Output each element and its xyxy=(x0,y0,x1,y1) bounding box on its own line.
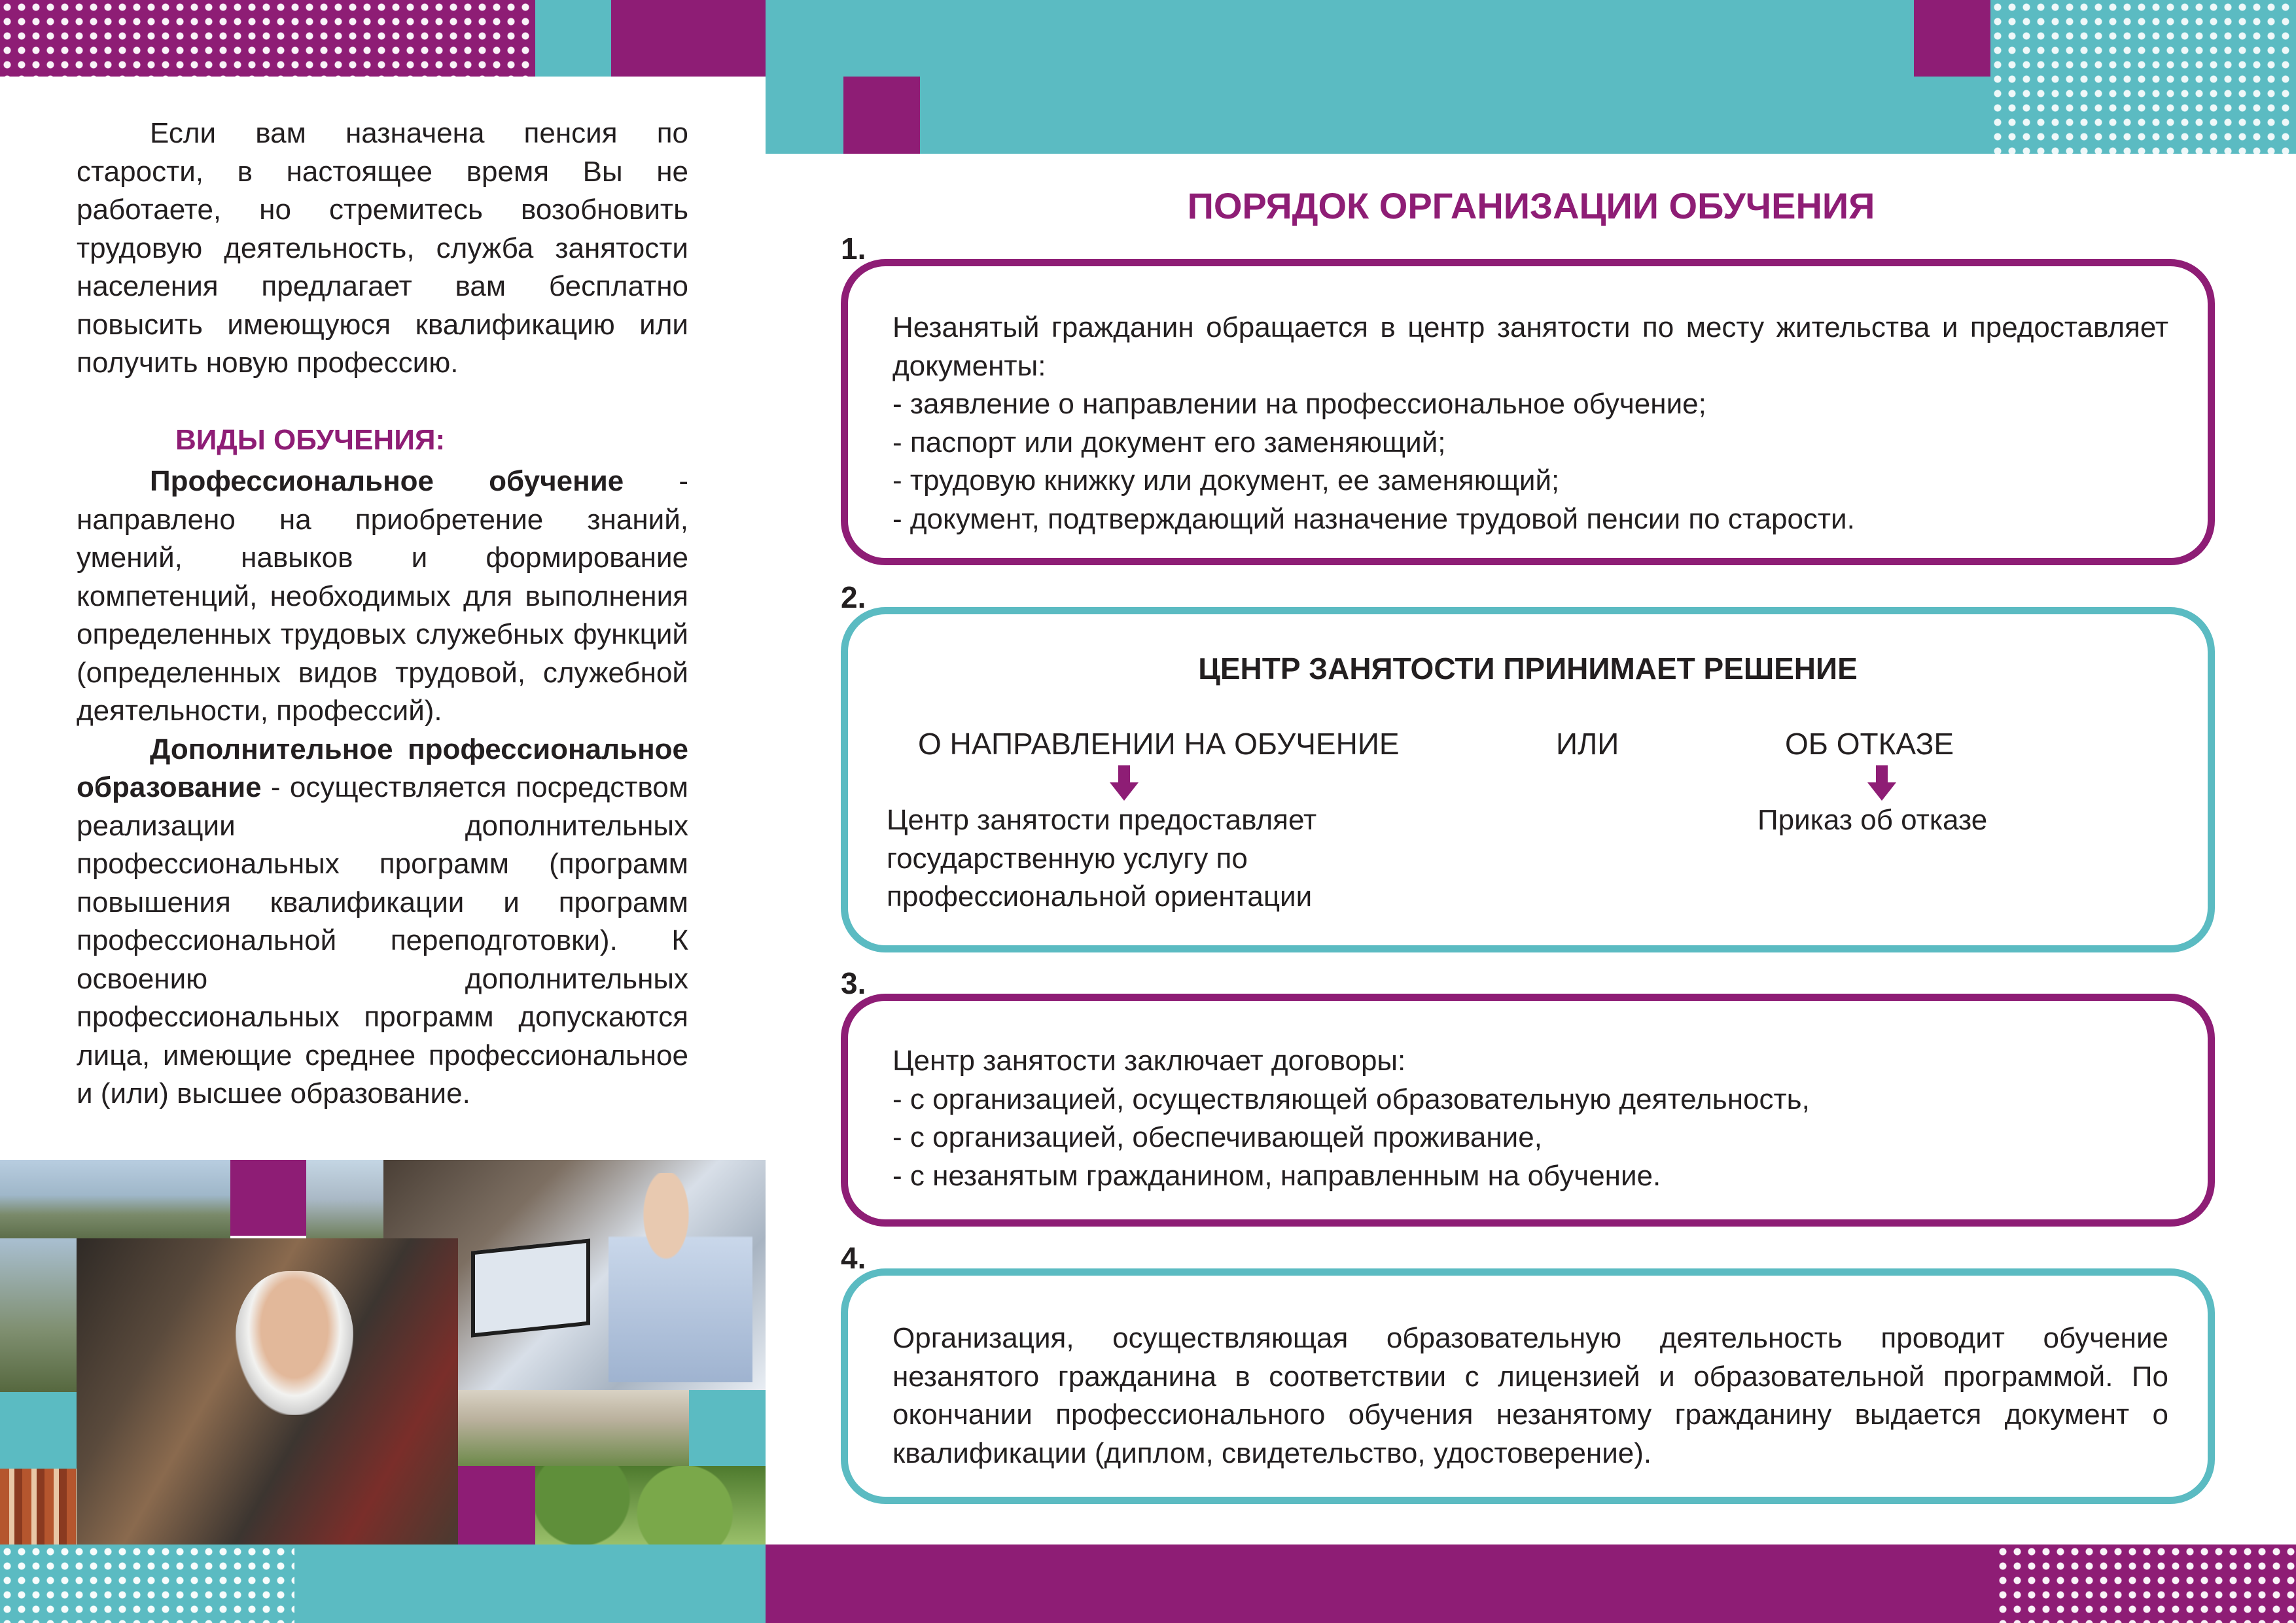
intro-paragraph xyxy=(77,114,688,383)
step3-item-3: - с незанятым гражданином, направленным на обучение. xyxy=(892,1159,1661,1192)
collage-teal-block-right xyxy=(689,1390,766,1466)
type1-paragraph xyxy=(77,462,688,731)
step2-heading: ЦЕНТР ЗАНЯТОСТИ ПРИНИМАЕТ РЕШЕНИЕ xyxy=(1198,652,1858,686)
step1-item-1: - заявление о направлении на профессиональное обучение; xyxy=(892,388,1706,420)
step3-item-2: - с организацией, обеспечивающей проживание, xyxy=(892,1121,1542,1153)
arrow-down-icon xyxy=(1867,765,1896,801)
copper-photo xyxy=(0,1469,77,1544)
top-left-dotted-band xyxy=(0,0,535,77)
training-types-text xyxy=(77,462,688,1113)
step4-number: 4. xyxy=(841,1241,866,1275)
left-city-strip xyxy=(0,1238,77,1392)
apartment-photo xyxy=(458,1390,689,1466)
laptop-screen xyxy=(471,1238,590,1337)
bottom-right-purple-band xyxy=(766,1544,1996,1623)
type2-term: Дополнительное профессиональное образование xyxy=(77,733,688,803)
step1-item-4: - документ, подтверждающий назначение трудовой пенсии по старости. xyxy=(892,502,1855,535)
step3-content xyxy=(848,1042,2208,1195)
trees-photo xyxy=(535,1466,766,1544)
step1-item-2: - паспорт или документ его заменяющий; xyxy=(892,426,1446,459)
top-right-dotted-band xyxy=(1990,0,2296,154)
referral-result-line-3: профессиональной ориентации xyxy=(887,881,1313,913)
step4-text: Организация, осуществляющая образовательную деятельность проводит обучение незанятого гражданина в соответствии с лицензией и образовательной программой. По окончании профессионального обучения незанятому гражданину выдается документ о квалификации (диплом, свидетельство, удостоверение). xyxy=(892,1322,2168,1469)
intro-text: Если вам назначена пенсия по старости, в настоящее время Вы не работаете, но стремитесь возобновить трудовую деятельность, служба занятости населения предлагает вам бесплатно повысить имеющуюся квалификацию или получить новую профессию. xyxy=(77,117,688,379)
step1-number: 1. xyxy=(841,232,866,266)
referral-result-line-2: государственную услугу по xyxy=(887,842,1248,875)
top-left-purple-block xyxy=(611,0,766,77)
step2-number: 2. xyxy=(841,580,866,614)
top-left-teal-block xyxy=(535,0,611,77)
referral-result xyxy=(887,801,1316,916)
bottom-right-dotted-band xyxy=(1996,1544,2296,1623)
photo-collage xyxy=(0,1160,766,1544)
type2-description: - осуществляется посредством реализации дополнительных профессиональных программ (программ повышения квалификации и программ профессиональной переподготовки). К освоению дополнительных профессиональных программ допускаются лица, имеющие среднее профессиональное и (или) высшее образование. xyxy=(77,771,688,1109)
referral-result-line-1: Центр занятости предоставляет xyxy=(887,804,1317,836)
bottom-left-dotted-band xyxy=(0,1544,294,1623)
step1-box xyxy=(841,259,2215,565)
step3-item-1: - с организацией, осуществляющей образовательную деятельность, xyxy=(892,1083,1810,1115)
option-refusal: ОБ ОТКАЗЕ xyxy=(1785,727,1954,761)
type1-description: - направлено на приобретение знаний, умений, навыков и формирование компетенций, необходимых для выполнения определенных трудовых служебных функций (определенных видов трудовой, служебной деятельности, профессий). xyxy=(77,465,688,727)
step1-lead: Незанятый гражданин обращается в центр занятости по месту жительства и предоставляет документы: xyxy=(892,311,2168,382)
collage-teal-square-left xyxy=(0,1392,77,1469)
step3-lead: Центр занятости заключает договоры: xyxy=(892,1045,1406,1077)
refusal-result: Приказ об отказе xyxy=(1757,804,1988,836)
type2-paragraph xyxy=(77,731,688,1113)
bottom-left-teal-band xyxy=(294,1544,766,1623)
step3-number: 3. xyxy=(841,966,866,1000)
city-photo-2 xyxy=(306,1160,383,1238)
training-types-heading: ВИДЫ ОБУЧЕНИЯ: xyxy=(175,424,446,456)
step3-box xyxy=(841,994,2215,1227)
step4-box xyxy=(841,1268,2215,1504)
collage-purple-square-top xyxy=(230,1160,306,1236)
option-referral: О НАПРАВЛЕНИИ НА ОБУЧЕНИЕ xyxy=(918,727,1400,761)
machinist-face xyxy=(236,1271,353,1415)
city-photo xyxy=(0,1160,230,1238)
step1-item-3: - трудовую книжку или документ, ее заменяющий; xyxy=(892,464,1560,497)
collage-purple-square-bottom xyxy=(458,1466,535,1544)
type1-term: Профессиональное обучение xyxy=(150,465,624,497)
top-right-purple-block xyxy=(1914,0,1990,77)
page-title: ПОРЯДОК ОРГАНИЗАЦИИ ОБУЧЕНИЯ xyxy=(1187,185,1875,226)
senior-man-laptop xyxy=(609,1173,752,1382)
arrow-down-icon xyxy=(1110,765,1139,801)
option-or: ИЛИ xyxy=(1556,727,1619,761)
top-purple-square xyxy=(843,77,920,154)
step1-content xyxy=(848,309,2208,538)
